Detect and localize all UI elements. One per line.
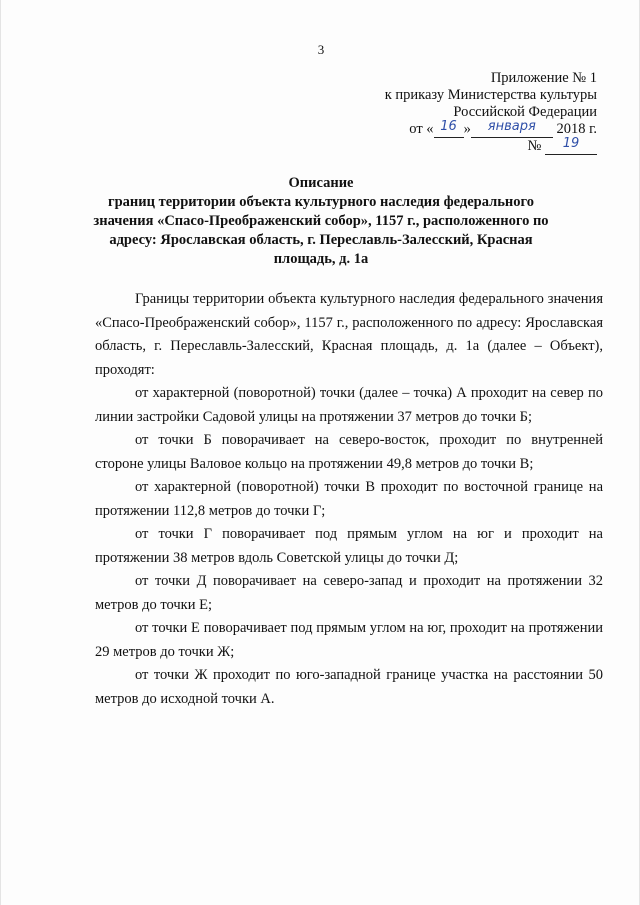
title-line-4: адресу: Ярославская область, г. Переславль-Залесский, Красная xyxy=(109,232,533,248)
paragraph-point-zh: от точки Ж проходит по юго-западной границе участка на расстоянии 50 метров до исходной точки А. xyxy=(95,667,603,707)
title-line-5: площадь, д. 1а xyxy=(273,251,369,267)
paragraph-point-b: от точки Б поворачивает на северо-восток, проходит по внутренней стороне улицы Валовое кольцо на протяжении 49,8 метров до точки В; xyxy=(95,432,603,472)
date-mid: » xyxy=(463,121,471,137)
appendix-title: Приложение № 1 xyxy=(490,70,597,86)
number-prefix: № xyxy=(527,138,545,154)
paragraph-point-v: от характерной (поворотной) точки В проходит по восточной границе на протяжении 112,8 метров до точки Г; xyxy=(95,479,603,519)
document-title xyxy=(71,174,571,269)
appendix-header xyxy=(297,70,597,155)
paragraph-intro: Границы территории объекта культурного наследия федерального значения «Спасо-Преображенский собор», 1157 г., расположенного по адресу: Ярославская область, г. Переславль-Залесский, Красная площадь, д. 1а (далее – Объект), проходят: xyxy=(95,291,603,378)
paragraph-point-d: от точки Д поворачивает на северо-запад и проходит на протяжении 32 метров до точки Е; xyxy=(95,573,603,613)
paragraph-point-a: от характерной (поворотной) точки (далее – точка) А проходит на север по линии застройки Садовой улицы на протяжении 37 метров до точки Б; xyxy=(95,385,603,425)
date-month-field xyxy=(471,121,553,138)
paragraph-point-e: от точки Е поворачивает под прямым углом на юг, проходит на протяжении 29 метров до точки Ж; xyxy=(95,620,603,660)
page-number: 3 xyxy=(317,42,325,57)
date-day-handwritten: 16 xyxy=(440,119,457,134)
paragraph-point-g: от точки Г поворачивает под прямым углом на юг и проходит на протяжении 38 метров вдоль Советской улицы до точки Д; xyxy=(95,526,603,566)
document-body xyxy=(95,288,603,711)
title-line-1: Описание xyxy=(288,175,354,191)
date-month-handwritten: января xyxy=(487,119,536,134)
appendix-number-line xyxy=(297,138,597,155)
date-year: 2018 г. xyxy=(552,121,597,137)
order-number-field xyxy=(545,138,597,155)
appendix-date-line xyxy=(297,121,597,138)
date-prefix: от « xyxy=(409,121,434,137)
order-number-handwritten: 19 xyxy=(562,136,580,151)
appendix-order-ref: к приказу Министерства культуры xyxy=(384,87,597,103)
title-line-2: границ территории объекта культурного наследия федерального xyxy=(108,194,534,210)
date-day-field xyxy=(434,121,464,138)
appendix-ministry: Российской Федерации xyxy=(453,104,597,120)
title-line-3: значения «Спасо-Преображенский собор», 1157 г., расположенного по xyxy=(93,213,549,229)
